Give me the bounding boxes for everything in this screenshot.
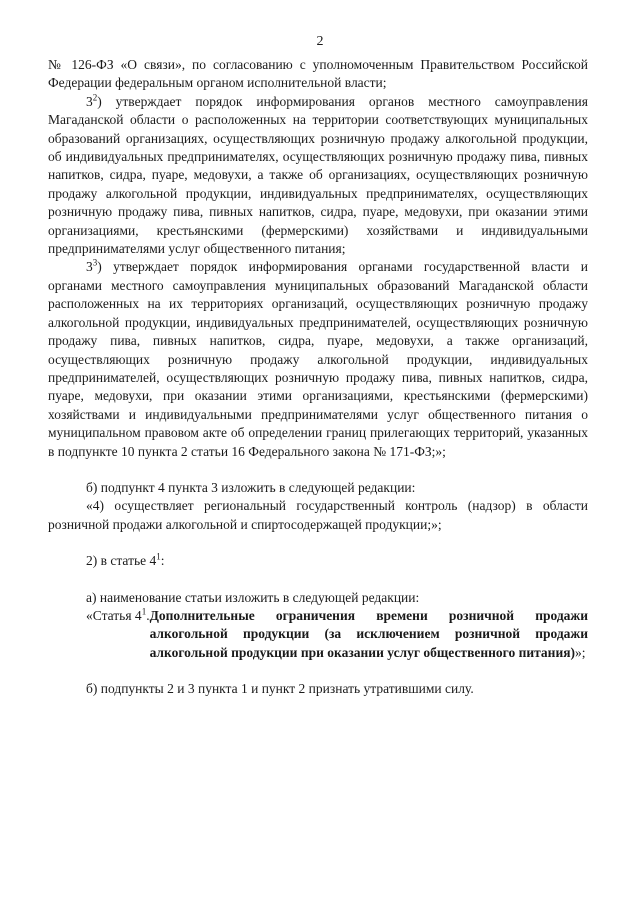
article-superscript: 1 [156,551,161,562]
item-number: 3 [86,93,93,109]
article-ref: 2) в статье 4 [86,553,157,569]
item-number: 3 [86,259,93,275]
article-heading-block [48,607,588,662]
paragraph-3-2 [48,93,588,259]
page-number: 2 [316,34,324,49]
paragraph-point-4: «4) осуществляет региональный государственный контроль (надзор) в области розничной продажи алкогольной и спиртосодержащей продукции;»; [48,498,588,532]
item-text: ) утверждает порядок информирования органами государственной власти и органами местного самоуправления муниципальных образований Магаданской области расположенных на их территориях организаций, осуществляющих розничную продажу алкогольной продукции, индивидуальных предпринимателей, осуществляющих розничную продажу пива, пивных напитков, сидра, пуаре, медовухи, а также организаций, осуществляющих розничную продажу алкогольной продукции, индивидуальных предпринимателей, осуществляющих розничную продажу пива, пивных напитков, сидра, пуаре, медовухи, при оказании этими организациями, крестьянскими (фермерскими) хозяйствами и индивидуальными предпринимателями услуг общественного питания о муниципальном правовом акте об определении границ прилегающих территорий, указанных в подпункте 10 пункта 2 статьи 16 Федерального закона № 171-ФЗ;»; [48,259,588,459]
article-label: «Статья $4^1$. [86,606,150,623]
document-body [48,56,588,699]
paragraph-b-repeal: б) подпункты 2 и 3 пункта 1 и пункт 2 признать утратившими силу. [86,681,474,697]
paragraph-a-title-change: а) наименование статьи изложить в следующей редакции: [86,589,420,605]
item-superscript: 2 [92,92,98,103]
paragraph-continuation: № 126-ФЗ «О связи», по согласованию с уполномоченным Правительством Российской Федерации федеральным органом исполнительной власти; [48,57,588,91]
item-superscript: 3 [92,257,98,268]
paragraph-3-3 [48,258,588,460]
article-title: Дополнительные ограничения времени розничной продажи алкогольной продукции (за исключением розничной продажи алкогольной продукции при оказании услуг общественного питания)»; [149,607,588,660]
paragraph-article-change: 2) в статье $4^1$: [86,551,165,569]
paragraph-b-subpoint-4: б) подпункт 4 пункта 3 изложить в следующей редакции: [86,479,416,495]
item-text: ) утверждает порядок информирования органов местного самоуправления Магаданской области о расположенных на территории соответствующих муниципальных образований организациях, осуществляющих розничную продажу алкогольной продукции, об индивидуальных предпринимателях, осуществляющих розничную продажу пива, пивных напитков, сидра, пуаре, медовухи, а также об организациях, осуществляющих розничную продажу алкогольной продукции, индивидуальных предпринимателях, осуществляющих розничную продажу пива, пивных напитков, сидра, пуаре, медовухи, при оказании этими организациями, крестьянскими (фермерскими) хозяйствами и индивидуальными предпринимателями услуг общественного питания; [48,93,588,257]
